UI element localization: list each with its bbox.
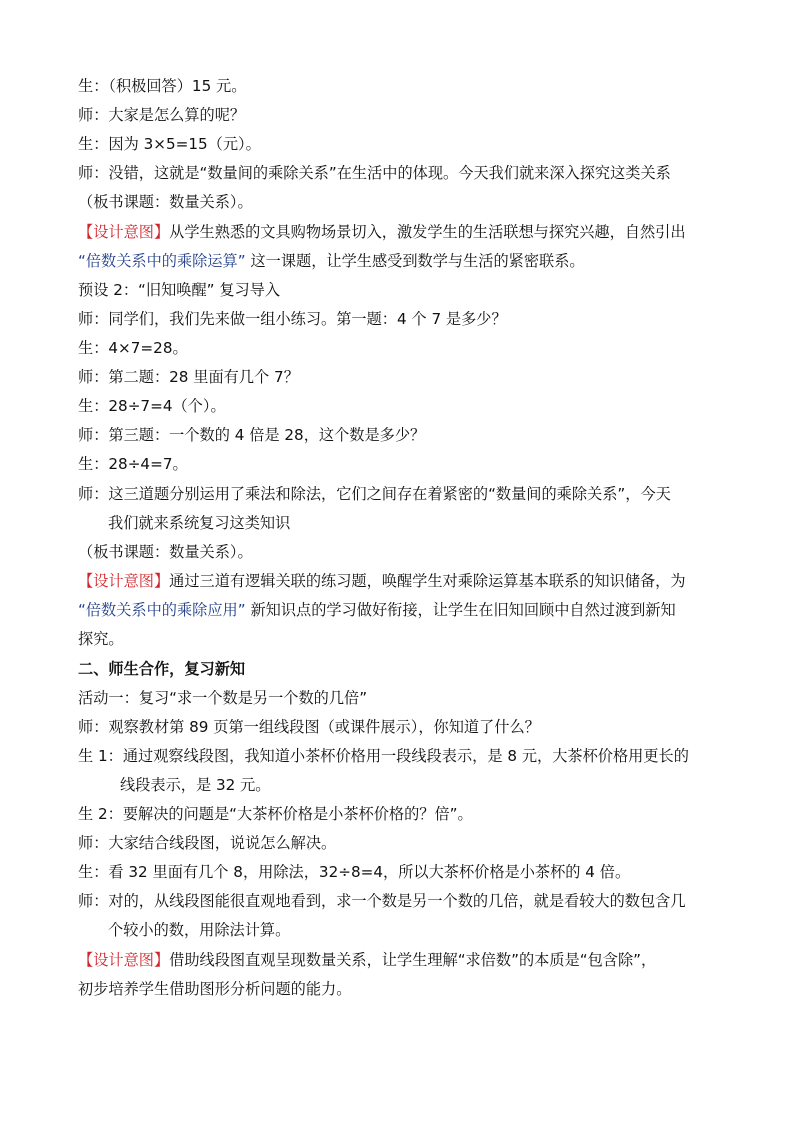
design-intent-line [78,600,676,620]
design-intent-line [78,222,686,242]
text-line: 生：28÷4=7。 [78,455,188,473]
design-intent-tag: 【设计意图】 [78,951,170,969]
text-line: 生：（积极回答）15 元。 [78,77,247,95]
text-line: 生：因为 3×5=15（元）。 [78,135,261,153]
text-line: 师：对的，从线段图能很直观地看到，求一个数是另一个数的几倍，就是看较大的数包含几 [78,892,686,910]
design-intent-line [78,251,585,271]
text-line: 师：同学们，我们先来做一组小练习。第一题：4 个 7 是多少？ [78,310,507,328]
text-line: 生 1：通过观察线段图，我知道小茶杯价格用一段线段表示，是 8 元，大茶杯价格用更长的 [78,747,689,765]
text-line: 师：大家是怎么算的呢？ [78,106,246,124]
design-intent-tag: 【设计意图】 [78,572,170,590]
text-line: 师：第二题：28 里面有几个 7？ [78,368,299,386]
text-line: 个较小的数，用除法计算。 [108,921,291,939]
text-line: 师：大家结合线段图，说说怎么解决。 [78,834,337,852]
text-line: （板书课题：数量关系）。 [78,543,253,561]
topic-quote: “倍数关系中的乘除应用” [78,601,246,619]
text-line: 初步培养学生借助图形分析问题的能力。 [78,980,352,998]
design-intent-text: 通过三道有逻辑关联的练习题，唤醒学生对乘除运算基本联系的知识储备，为 [169,572,686,590]
design-intent-tag: 【设计意图】 [78,223,170,241]
design-intent-line [78,571,686,591]
topic-quote: “倍数关系中的乘除运算” [78,252,246,270]
text-line: 师：观察教材第 89 页第一组线段图（或课件展示），你知道了什么？ [78,718,540,736]
section-heading: 二、师生合作，复习新知 [78,660,246,678]
design-intent-text: 借助线段图直观呈现数量关系，让学生理解“求倍数”的本质是“包含除”， [169,951,657,969]
text-line: 师：第三题：一个数的 4 倍是 28，这个数是多少？ [78,426,426,444]
text-line: 我们就来系统复习这类知识 [108,514,291,532]
design-intent-text: 这一课题，让学生感受到数学与生活的紧密联系。 [245,252,585,270]
text-line: 师：这三道题分别运用了乘法和除法，它们之间存在着紧密的“数量间的乘除关系”，今天 [78,485,671,503]
text-line: 师：没错，这就是“数量间的乘除关系”在生活中的体现。今天我们就来深入探究这类关系 [78,164,671,182]
design-intent-text: 新知识点的学习做好衔接，让学生在旧知回顾中自然过渡到新知 [245,601,676,619]
text-line: 生：看 32 里面有几个 8，用除法，32÷8=4，所以大茶杯价格是小茶杯的 4 倍。 [78,863,631,881]
text-line: 生：4×7=28。 [78,339,188,357]
text-line: （板书课题：数量关系）。 [78,193,253,211]
text-line: 线段表示，是 32 元。 [120,776,271,794]
design-intent-line [78,950,656,970]
text-line: 活动一：复习“求一个数是另一个数的几倍” [78,689,368,707]
design-intent-text: 从学生熟悉的文具购物场景切入，激发学生的生活联想与探究兴趣，自然引出 [169,223,686,241]
text-line: 生 2：要解决的问题是“大茶杯价格是小茶杯价格的？倍”。 [78,805,473,823]
text-line: 生：28÷7=4（个）。 [78,397,226,415]
text-line: 预设 2：“旧知唤醒” 复习导入 [78,281,281,299]
text-line: 探究。 [78,630,124,648]
